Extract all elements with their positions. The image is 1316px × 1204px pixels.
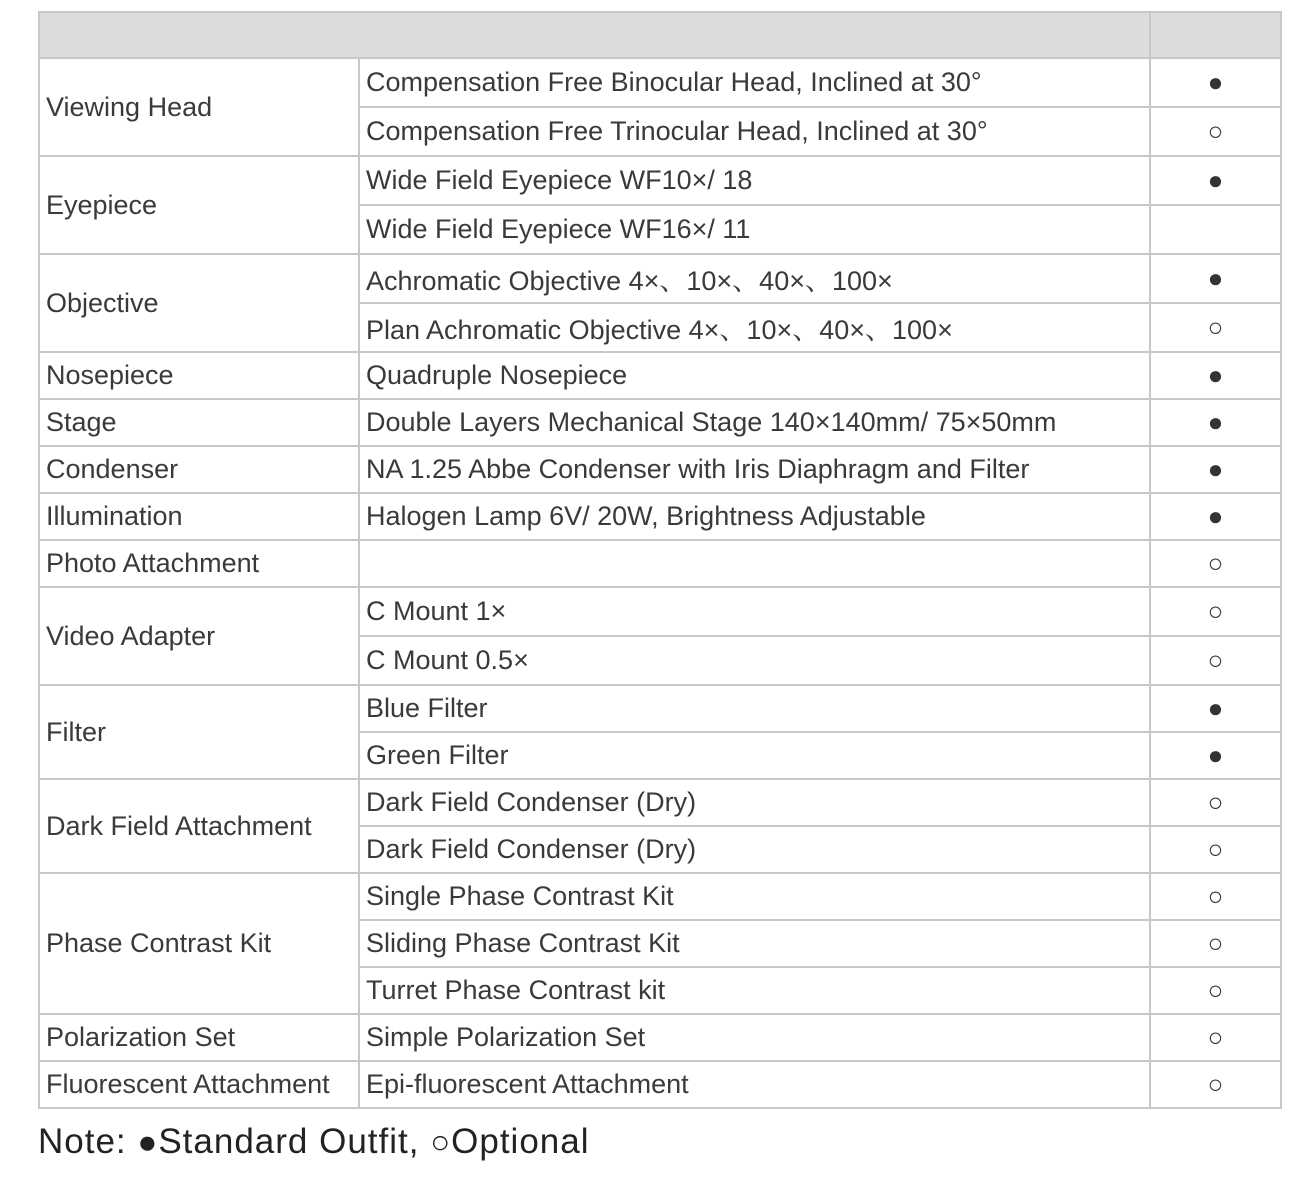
table-row: [39, 446, 1281, 493]
table-row: [39, 1014, 1281, 1061]
spec-table-body: [39, 12, 1281, 1108]
category-cell: Fluorescent Attachment: [39, 1061, 359, 1108]
category-cell: Stage: [39, 399, 359, 446]
note-optional-label: Optional: [451, 1122, 590, 1161]
description-cell: Compensation Free Binocular Head, Inclined at 30°: [359, 58, 1150, 107]
category-cell: Illumination: [39, 493, 359, 540]
description-cell: NA 1.25 Abbe Condenser with Iris Diaphragm and Filter: [359, 446, 1150, 493]
description-cell: Wide Field Eyepiece WF16×/ 11: [359, 205, 1150, 254]
legend-note: [38, 1122, 590, 1162]
table-header-row: [39, 12, 1281, 58]
description-cell: Turret Phase Contrast kit: [359, 967, 1150, 1014]
category-cell: Condenser: [39, 446, 359, 493]
hollow-circle-icon: ○: [1150, 303, 1281, 352]
table-row: [39, 399, 1281, 446]
hollow-circle-icon: ○: [1150, 107, 1281, 156]
hollow-circle-icon: ○: [1150, 873, 1281, 920]
hollow-circle-icon: ○: [1150, 826, 1281, 873]
category-cell: Eyepiece: [39, 156, 359, 254]
category-cell: Filter: [39, 685, 359, 779]
spec-table: [38, 11, 1282, 1109]
description-cell: Double Layers Mechanical Stage 140×140mm/ 75×50mm: [359, 399, 1150, 446]
table-row: [39, 493, 1281, 540]
description-cell: Green Filter: [359, 732, 1150, 779]
header-cell-item: [39, 12, 1150, 58]
table-row: [39, 587, 1281, 636]
filled-circle-icon: ●: [1150, 156, 1281, 205]
hollow-circle-icon: ○: [430, 1123, 452, 1160]
description-cell: Wide Field Eyepiece WF10×/ 18: [359, 156, 1150, 205]
category-cell: Viewing Head: [39, 58, 359, 156]
description-cell: Halogen Lamp 6V/ 20W, Brightness Adjustable: [359, 493, 1150, 540]
category-cell: Polarization Set: [39, 1014, 359, 1061]
note-standard-label: Standard Outfit,: [158, 1122, 431, 1161]
table-row: [39, 156, 1281, 205]
table-row: [39, 254, 1281, 303]
description-cell: Sliding Phase Contrast Kit: [359, 920, 1150, 967]
hollow-circle-icon: ○: [1150, 587, 1281, 636]
hollow-circle-icon: ○: [1150, 1014, 1281, 1061]
category-cell: Objective: [39, 254, 359, 352]
category-cell: Photo Attachment: [39, 540, 359, 587]
hollow-circle-icon: ○: [1150, 779, 1281, 826]
description-cell: Dark Field Condenser (Dry): [359, 779, 1150, 826]
description-cell: Simple Polarization Set: [359, 1014, 1150, 1061]
description-cell: Blue Filter: [359, 685, 1150, 732]
filled-circle-icon: ●: [1150, 254, 1281, 303]
description-cell: [359, 540, 1150, 587]
table-row: [39, 873, 1281, 920]
description-cell: Compensation Free Trinocular Head, Inclined at 30°: [359, 107, 1150, 156]
note-prefix: Note:: [38, 1122, 138, 1161]
filled-circle-icon: ●: [1150, 685, 1281, 732]
description-cell: Epi-fluorescent Attachment: [359, 1061, 1150, 1108]
description-cell: Quadruple Nosepiece: [359, 352, 1150, 399]
description-cell: Dark Field Condenser (Dry): [359, 826, 1150, 873]
table-row: [39, 540, 1281, 587]
filled-circle-icon: ●: [1150, 352, 1281, 399]
hollow-circle-icon: ○: [1150, 540, 1281, 587]
filled-circle-icon: ●: [1150, 493, 1281, 540]
description-cell: C Mount 0.5×: [359, 636, 1150, 685]
header-cell-status: [1150, 12, 1281, 58]
table-row: [39, 1061, 1281, 1108]
filled-circle-icon: ●: [1150, 399, 1281, 446]
category-cell: Dark Field Attachment: [39, 779, 359, 873]
description-cell: C Mount 1×: [359, 587, 1150, 636]
filled-circle-icon: ●: [1150, 446, 1281, 493]
table-row: [39, 352, 1281, 399]
category-cell: Nosepiece: [39, 352, 359, 399]
hollow-circle-icon: ○: [1150, 967, 1281, 1014]
hollow-circle-icon: ○: [1150, 1061, 1281, 1108]
filled-circle-icon: ●: [1150, 732, 1281, 779]
filled-circle-icon: ●: [137, 1123, 159, 1160]
hollow-circle-icon: ○: [1150, 636, 1281, 685]
table-row: [39, 779, 1281, 826]
hollow-circle-icon: ○: [1150, 920, 1281, 967]
description-cell: Achromatic Objective 4×、10×、40×、100×: [359, 254, 1150, 303]
description-cell: Single Phase Contrast Kit: [359, 873, 1150, 920]
table-row: [39, 58, 1281, 107]
category-cell: Video Adapter: [39, 587, 359, 685]
filled-circle-icon: ●: [1150, 58, 1281, 107]
status-cell: [1150, 205, 1281, 254]
category-cell: Phase Contrast Kit: [39, 873, 359, 1014]
table-row: [39, 685, 1281, 732]
description-cell: Plan Achromatic Objective 4×、10×、40×、100×: [359, 303, 1150, 352]
